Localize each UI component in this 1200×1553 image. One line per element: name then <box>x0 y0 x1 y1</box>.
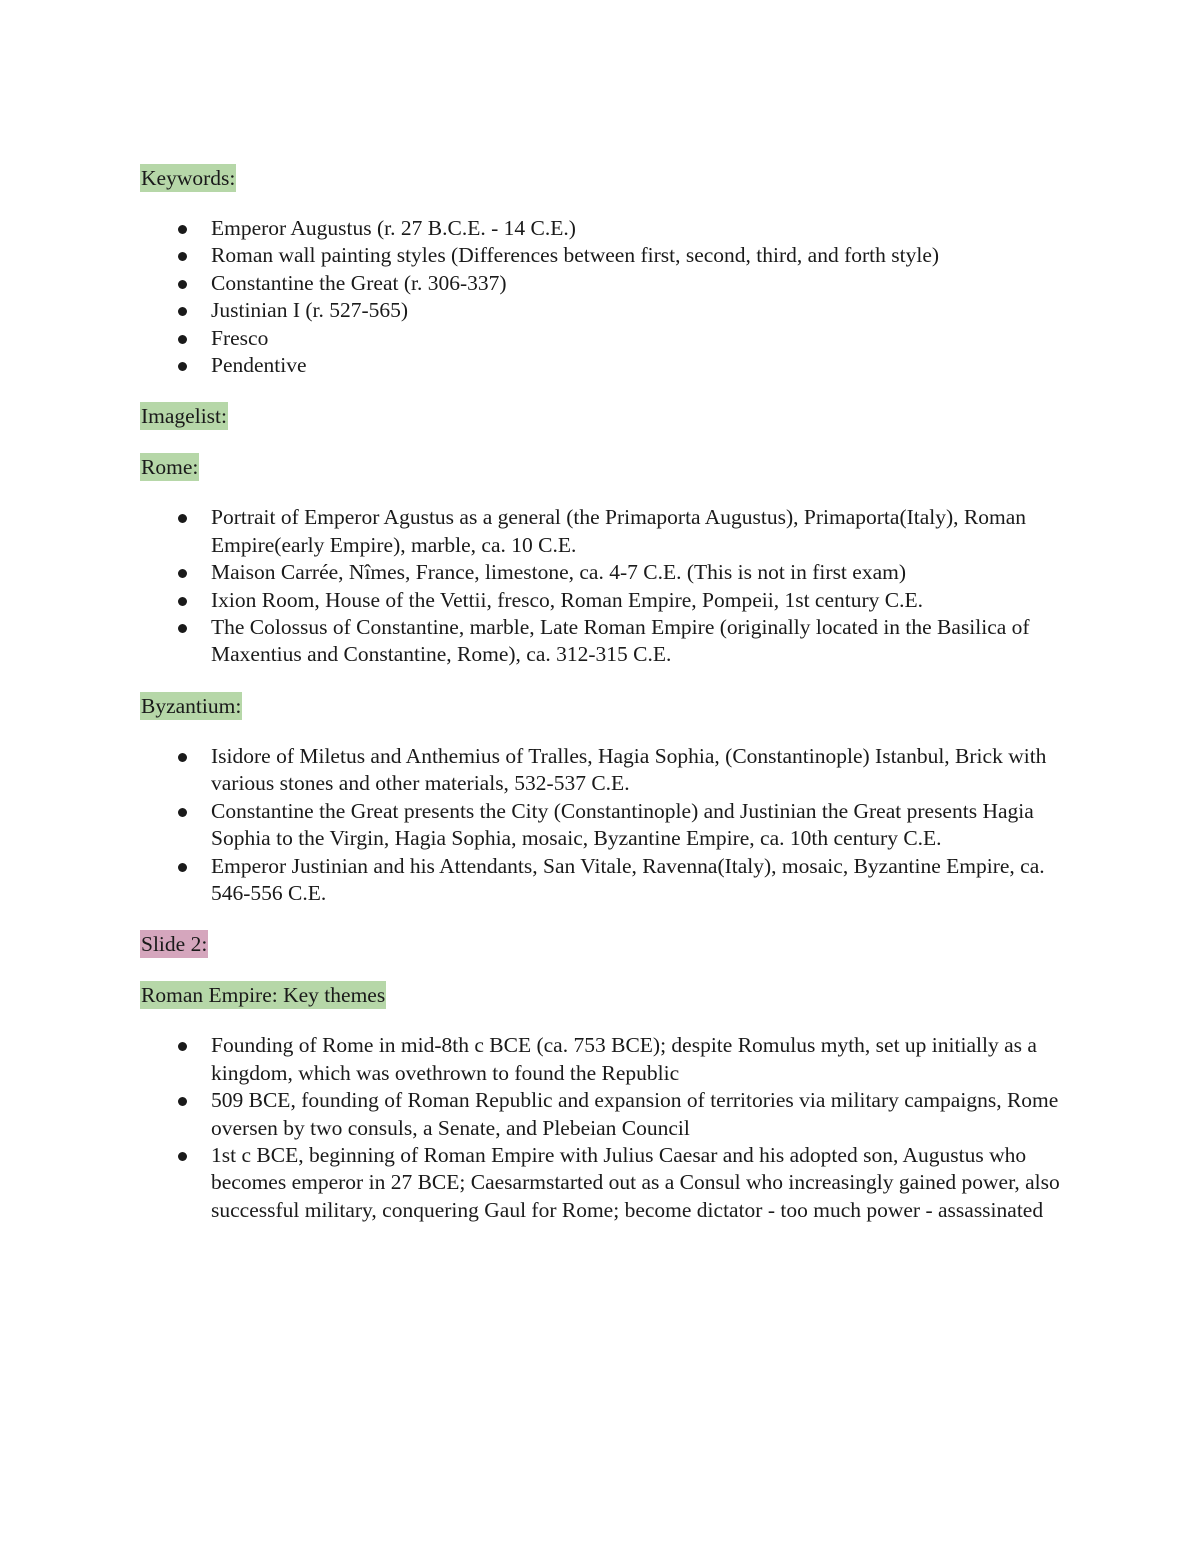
list-item: Isidore of Miletus and Anthemius of Tralles, Hagia Sophia, (Constantinople) Istanbul, Brick with various stones and other materials, 532-537 C.E. <box>141 743 1066 798</box>
list-item: Constantine the Great (r. 306-337) <box>141 270 1066 297</box>
byzantium-list <box>141 743 1066 907</box>
slide2-section <box>141 930 1066 981</box>
roman-empire-heading: Roman Empire: Key themes <box>141 983 386 1008</box>
list-item: Pendentive <box>141 352 1066 379</box>
list-item: Fresco <box>141 325 1066 352</box>
list-item: Founding of Rome in mid-8th c BCE (ca. 753 BCE); despite Romulus myth, set up initially as a kingdom, which was ovethrown to found the Republic <box>141 1032 1066 1087</box>
keywords-list <box>141 215 1066 379</box>
list-item: The Colossus of Constantine, marble, Late Roman Empire (originally located in the Basilica of Maxentius and Constantine, Rome), ca. 312-315 C.E. <box>141 614 1066 669</box>
document-page <box>141 164 1066 1247</box>
list-item: Constantine the Great presents the City (Constantinople) and Justinian the Great presents Hagia Sophia to the Virgin, Hagia Sophia, mosaic, Byzantine Empire, ca. 10th century C.E. <box>141 798 1066 853</box>
list-item: Justinian I (r. 527-565) <box>141 297 1066 324</box>
list-item: Portrait of Emperor Agustus as a general (the Primaporta Augustus), Primaporta(Italy), Roman Empire(early Empire), marble, ca. 10 C.E. <box>141 504 1066 559</box>
imagelist-section <box>141 402 1066 453</box>
keywords-heading: Keywords: <box>141 166 236 190</box>
list-item: Emperor Augustus (r. 27 B.C.E. - 14 C.E.) <box>141 215 1066 242</box>
list-item: Maison Carrée, Nîmes, France, limestone, ca. 4-7 C.E. (This is not in first exam) <box>141 559 1066 586</box>
roman-empire-section <box>141 981 1066 1224</box>
list-item: Emperor Justinian and his Attendants, San Vitale, Ravenna(Italy), mosaic, Byzantine Empire, ca. 546-556 C.E. <box>141 853 1066 908</box>
byzantium-section <box>141 692 1066 907</box>
list-item: 1st c BCE, beginning of Roman Empire with Julius Caesar and his adopted son, Augustus who becomes emperor in 27 BCE; Caesarmstarted out as a Consul who increasingly gained power, also successful military, conquering Gaul for Rome; become dictator - too much power - assassinated <box>141 1142 1066 1224</box>
byzantium-heading: Byzantium: <box>141 693 242 718</box>
rome-section <box>141 453 1066 668</box>
keywords-section <box>141 164 1066 379</box>
rome-heading: Rome: <box>141 455 199 480</box>
rome-list <box>141 504 1066 668</box>
slide2-heading: Slide 2: <box>141 932 208 957</box>
roman-empire-list <box>141 1032 1066 1224</box>
list-item: Roman wall painting styles (Differences between first, second, third, and forth style) <box>141 242 1066 269</box>
list-item: Ixion Room, House of the Vettii, fresco, Roman Empire, Pompeii, 1st century C.E. <box>141 587 1066 614</box>
list-item: 509 BCE, founding of Roman Republic and expansion of territories via military campaigns, Rome oversen by two consuls, a Senate, and Plebeian Council <box>141 1087 1066 1142</box>
imagelist-heading: Imagelist: <box>141 404 227 429</box>
